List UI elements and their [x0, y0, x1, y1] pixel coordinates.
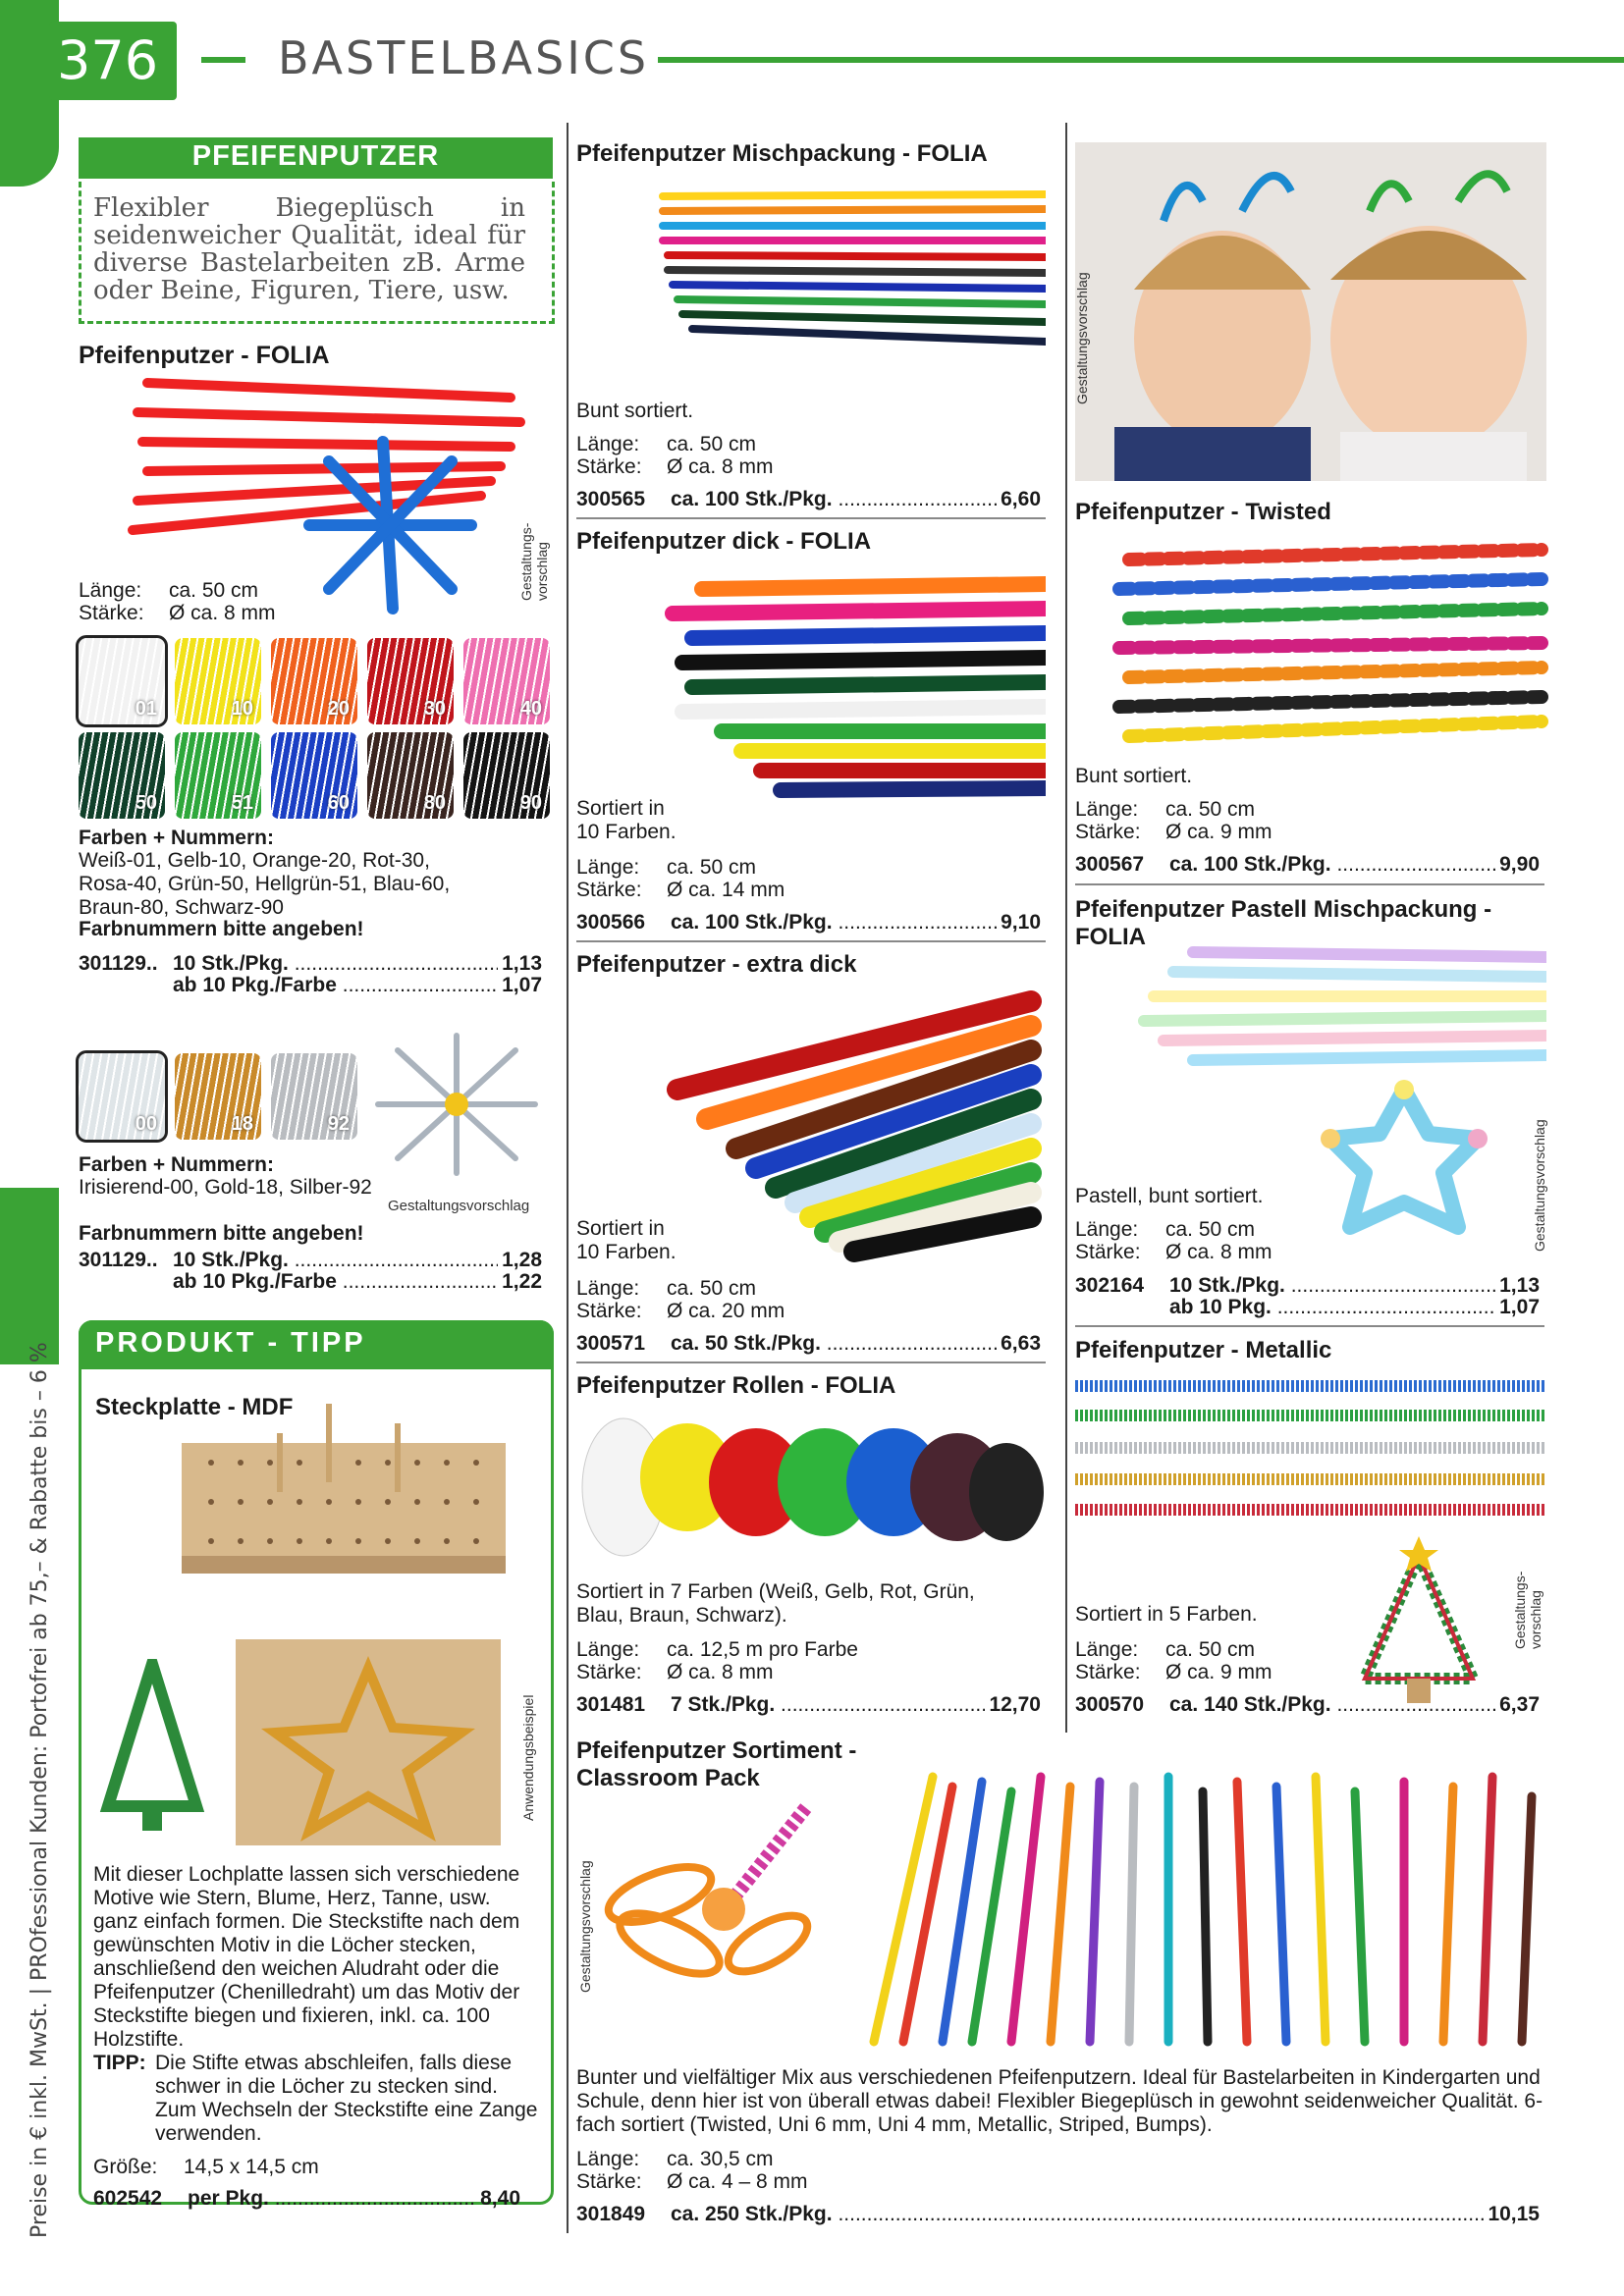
swatch-number: 51: [231, 792, 253, 814]
divider: [1075, 1325, 1544, 1327]
product-info: Sortiert in 10 Farben.: [576, 1217, 677, 1263]
product-info: Sortiert in 5 Farben.: [1075, 1603, 1258, 1626]
color-swatch: [367, 732, 454, 819]
pack-size: ca. 50 Stk./Pkg. .....: [671, 1332, 997, 1356]
thickness-row: [576, 2170, 808, 2194]
divider: [576, 1362, 1046, 1363]
thickness-value: Ø ca. 4 – 8 mm: [667, 2170, 808, 2193]
product-info: Sortiert in 10 Farben.: [576, 797, 677, 843]
product-title: Pfeifenputzer dick - FOLIA: [576, 528, 872, 555]
order-row: [576, 911, 1041, 934]
price: 1,13: [1499, 1274, 1540, 1297]
color-swatch: [175, 1053, 261, 1140]
order-row: [79, 952, 542, 976]
divider: [576, 940, 1046, 942]
article-number: 300566: [576, 911, 646, 934]
length-row: [576, 433, 756, 456]
thickness-value: Ø ca. 8 mm: [667, 455, 774, 478]
color-swatch: [79, 1053, 165, 1140]
length-value: ca. 50 cm: [1165, 1218, 1256, 1241]
length-row: [576, 2148, 774, 2171]
order-row: [1075, 853, 1540, 877]
swatch-number: 40: [519, 698, 542, 720]
order-row-bulk: [173, 1270, 542, 1294]
article-number: 301481: [576, 1693, 646, 1716]
length-label: Länge:: [576, 1277, 640, 1300]
tip-description: Mit dieser Lochplatte lassen sich verschiedene Motive wie Stern, Blume, Herz, Tanne, usw. ganz einfach formen. Die Steckstifte nach dem gewünschten Motiv in die Löcher stecken, anschließend den weichen Aludraht oder die Pfeifenputzer (Chenilledraht) um das Motiv der Steckstifte biegen und fixieren, inkl. ca. 100 Holzstifte.: [93, 1863, 520, 2051]
roll-image: [574, 1404, 1046, 1571]
color-swatch: [463, 732, 550, 819]
article-number: 602542: [93, 2187, 163, 2210]
color-swatch: [79, 638, 165, 724]
article-number: 301849: [576, 2203, 646, 2225]
thickness-label: Stärke:: [576, 1661, 642, 1683]
swatch-number: 30: [423, 698, 446, 720]
product-info: Pastell, bunt sortiert.: [1075, 1185, 1264, 1207]
length-row: [1075, 1638, 1255, 1662]
pack-size: ca. 100 Stk./Pkg. .....: [671, 911, 997, 934]
tip-product-title: Steckplatte - MDF: [95, 1394, 294, 1420]
divider: [1075, 883, 1544, 885]
pack-size: 10 Stk./Pkg. .....: [173, 952, 498, 976]
sidebar-text: Preise in € inkl. MwSt. | PROfessional Kunden: Portofrei ab 75,– & Rabatte bis – 6 %: [27, 1342, 52, 2238]
order-row-bulk: [173, 974, 542, 997]
length-value: ca. 12,5 m pro Farbe: [667, 1638, 858, 1661]
pack-size: ca. 250 Stk./Pkg. .....: [671, 2203, 1484, 2226]
thickness-label: Stärke:: [576, 879, 642, 901]
order-row: [576, 1693, 1041, 1717]
thickness-label: Stärke:: [576, 1300, 642, 1322]
swatch-number: 92: [327, 1113, 350, 1135]
order-row: [576, 1332, 1041, 1356]
thickness-row: [576, 879, 785, 902]
length-value: ca. 50 cm: [1165, 798, 1256, 821]
length-label: Länge:: [1075, 1638, 1139, 1661]
colors-heading: Farben + Nummern:: [79, 827, 274, 849]
price: 9,10: [1001, 911, 1041, 934]
pack-size: ca. 140 Stk./Pkg. .....: [1169, 1693, 1495, 1717]
tip-text: Die Stifte etwas abschleifen, falls diese schwer in die Löcher zu stecken sind. Zum Wechseln der Steckstifte eine Zange verwenden.: [155, 2052, 538, 2145]
colors-list: Irisierend-00, Gold-18, Silber-92: [79, 1176, 372, 1199]
thickness-row: [79, 602, 276, 625]
intro-text: Flexibler Biegeplüsch in seidenweicher Qualität, ideal für diverse Bastelarbeiten zB. Arme oder Beine, Figuren, Tiere, usw.: [93, 193, 525, 305]
pack-size: ab 10 Pkg./Farbe .....: [173, 1270, 498, 1294]
length-row: [79, 579, 258, 603]
price: 1,13: [502, 952, 542, 975]
thickness-label: Stärke:: [576, 2170, 642, 2193]
metallic-tree-image: [1360, 1536, 1488, 1708]
order-row: [576, 488, 1041, 511]
thickness-label: Stärke:: [1075, 1241, 1141, 1263]
pack-size: ab 10 Pkg. .....: [1169, 1296, 1495, 1319]
thickness-row: [576, 1661, 774, 1684]
pipe-cleaner-image: [653, 177, 1046, 383]
length-label: Länge:: [576, 2148, 640, 2170]
price: 1,22: [502, 1270, 542, 1293]
classroom-pack-image: [854, 1767, 1561, 2052]
thickness-row: [1075, 821, 1272, 844]
price: 12,70: [989, 1693, 1041, 1716]
photo-note: Gestaltungsvorschlag: [1074, 272, 1090, 404]
thickness-value: Ø ca. 8 mm: [1165, 1241, 1272, 1263]
tree-image: [98, 1659, 206, 1836]
product-title: Pfeifenputzer Sortiment - Classroom Pack: [576, 1737, 857, 1791]
pipe-cleaner-image: [638, 982, 1051, 1266]
page-number: 376: [57, 29, 159, 91]
color-swatch: [463, 638, 550, 724]
color-swatch: [367, 638, 454, 724]
product-info: Sortiert in 7 Farben (Weiß, Gelb, Rot, Grün, Blau, Braun, Schwarz).: [576, 1580, 975, 1627]
design-note: Gestaltungsvorschlag: [577, 1860, 593, 1993]
product-title: Pfeifenputzer Rollen - FOLIA: [576, 1372, 896, 1399]
swatch-number: 18: [231, 1113, 253, 1135]
price: 8,40: [480, 2187, 520, 2210]
thickness-label: Stärke:: [576, 455, 642, 478]
product-description: Bunter und vielfältiger Mix aus verschiedenen Pfeifenputzern. Ideal für Bastelarbeiten in Kindergarten und Schule, denn hier ist von überall etwas dabei! Flexibler Biegeplüsch in gewohnt seidenweicher Qualität. 6-fach sortiert (Twisted, Uni 6 mm, Uni 4 mm, Metallic, Striped, Bumps).: [576, 2066, 1543, 2136]
side-tab: [0, 1188, 59, 1364]
price: 9,90: [1499, 853, 1540, 876]
design-note-metallic: Gestaltungsvorschlag: [388, 1198, 530, 1214]
pastel-image: [1134, 942, 1546, 1080]
product-title: Pfeifenputzer - Twisted: [1075, 499, 1331, 525]
swatch-number: 00: [135, 1113, 157, 1135]
pegboard-image: [182, 1404, 515, 1575]
design-note: Gestaltungs-vorschlag: [1512, 1571, 1543, 1649]
length-value: ca. 30,5 cm: [667, 2148, 774, 2170]
price: 6,60: [1001, 488, 1041, 510]
colors-heading: Farben + Nummern:: [79, 1153, 274, 1176]
thickness-row: [576, 455, 774, 479]
article-number: 300570: [1075, 1693, 1145, 1716]
thickness-row: [576, 1300, 785, 1323]
order-row: [79, 1249, 542, 1272]
product-info: Bunt sortiert.: [1075, 765, 1193, 787]
price: 1,07: [502, 974, 542, 996]
length-value: ca. 50 cm: [1165, 1638, 1256, 1661]
length-row: [1075, 1218, 1255, 1242]
thickness-row: [1075, 1661, 1272, 1684]
children-photo: [1075, 142, 1546, 481]
color-number-note: Farbnummern bitte angeben!: [79, 918, 364, 940]
length-row: [576, 1277, 756, 1301]
thickness-value: Ø ca. 20 mm: [667, 1300, 785, 1322]
article-number: 300571: [576, 1332, 646, 1355]
color-swatch: [79, 732, 165, 819]
length-label: Länge:: [576, 856, 640, 879]
product-title: Pfeifenputzer - Metallic: [1075, 1337, 1332, 1363]
pipe-cleaner-image: [653, 574, 1046, 800]
pack-size: per Pkg. .....: [188, 2187, 476, 2211]
color-number-note: Farbnummern bitte angeben!: [79, 1222, 364, 1245]
product-title: Pfeifenputzer - extra dick: [576, 951, 857, 978]
length-label: Länge:: [1075, 798, 1139, 821]
swatch-number: 50: [135, 792, 157, 814]
design-note: Gestaltungs-vorschlag: [518, 522, 550, 601]
length-label: Länge:: [79, 579, 142, 602]
dragonfly-image: [601, 1796, 817, 1993]
thickness-value: Ø ca. 9 mm: [1165, 821, 1272, 843]
length-label: Länge:: [1075, 1218, 1139, 1241]
product-title: Pfeifenputzer - FOLIA: [79, 342, 330, 369]
size-row: [93, 2156, 319, 2179]
thickness-value: Ø ca. 8 mm: [169, 602, 276, 624]
size-value: 14,5 x 14,5 cm: [184, 2156, 319, 2178]
thickness-value: Ø ca. 9 mm: [1165, 1661, 1272, 1683]
thickness-value: Ø ca. 8 mm: [667, 1661, 774, 1683]
colors-list: Weiß-01, Gelb-10, Orange-20, Rot-30, Rosa-40, Grün-50, Hellgrün-51, Blau-60, Braun-80, Schwarz-90: [79, 849, 451, 919]
tip-heading: PRODUKT - TIPP: [95, 1327, 366, 1359]
article-number: 300565: [576, 488, 646, 510]
pack-size: 10 Stk./Pkg. .....: [1169, 1274, 1495, 1298]
order-row-bulk: [1169, 1296, 1540, 1319]
article-number: 302164: [1075, 1274, 1145, 1297]
swatch-number: 10: [231, 698, 253, 720]
length-row: [576, 856, 756, 880]
thickness-label: Stärke:: [1075, 1661, 1141, 1683]
pack-size: ca. 100 Stk./Pkg. .....: [671, 488, 997, 511]
price: 1,28: [502, 1249, 542, 1271]
price: 10,15: [1488, 2203, 1540, 2225]
usage-note: Anwendungsbeispiel: [520, 1694, 536, 1821]
pastel-star-image: [1321, 1080, 1488, 1247]
article-number: 300567: [1075, 853, 1145, 876]
swatch-number: 90: [519, 792, 542, 814]
pack-size: 7 Stk./Pkg. .....: [671, 1693, 985, 1717]
order-row: [1075, 1693, 1540, 1717]
color-swatch: [271, 732, 357, 819]
swatch-number: 01: [135, 698, 157, 720]
product-title: Pfeifenputzer Mischpackung - FOLIA: [576, 140, 988, 167]
price: 6,63: [1001, 1332, 1041, 1355]
article-number: 301129..: [79, 952, 158, 975]
swatch-number: 20: [327, 698, 350, 720]
price: 1,07: [1499, 1296, 1540, 1318]
twisted-image: [1110, 540, 1571, 746]
length-value: ca. 50 cm: [667, 1277, 757, 1300]
order-row: [576, 2203, 1540, 2226]
length-value: ca. 50 cm: [667, 433, 757, 455]
category-title: PFEIFENPUTZER: [191, 140, 440, 172]
tip-label: TIPP:: [93, 2052, 146, 2074]
length-row: [1075, 798, 1255, 822]
length-label: Länge:: [576, 433, 640, 455]
article-number: 301129..: [79, 1249, 158, 1271]
order-row: [1075, 1274, 1540, 1298]
price: 6,37: [1499, 1693, 1540, 1716]
product-title: Pfeifenputzer Pastell Mischpackung - FOLIA: [1075, 896, 1492, 950]
column-divider-right: [1065, 123, 1067, 1733]
column-divider-left: [567, 123, 568, 2233]
color-swatch: [271, 1053, 357, 1140]
size-label: Größe:: [93, 2156, 158, 2178]
thickness-label: Stärke:: [1075, 821, 1141, 843]
color-swatch: [175, 732, 261, 819]
pack-size: ca. 100 Stk./Pkg. .....: [1169, 853, 1495, 877]
pack-size: ab 10 Pkg./Farbe .....: [173, 974, 498, 997]
divider: [576, 517, 1046, 519]
color-swatch: [175, 638, 261, 724]
length-label: Länge:: [576, 1638, 640, 1661]
pack-size: 10 Stk./Pkg. .....: [173, 1249, 498, 1272]
color-swatch: [271, 638, 357, 724]
metallic-image: [1075, 1374, 1546, 1522]
header-dash: [201, 57, 245, 63]
thickness-value: Ø ca. 14 mm: [667, 879, 785, 901]
length-value: ca. 50 cm: [169, 579, 259, 602]
product-info: Bunt sortiert.: [576, 400, 694, 422]
swatch-number: 80: [423, 792, 446, 814]
thickness-row: [1075, 1241, 1272, 1264]
pegboard-example-image: [236, 1639, 511, 1845]
header-line: [658, 57, 1624, 63]
thickness-label: Stärke:: [79, 602, 144, 624]
design-note: Gestaltungsvorschlag: [1532, 1119, 1547, 1252]
length-row: [576, 1638, 858, 1662]
star-image: [373, 1031, 540, 1178]
order-row: [93, 2187, 520, 2211]
swatch-number: 60: [327, 792, 350, 814]
section-title: BASTELBASICS: [278, 31, 650, 84]
length-value: ca. 50 cm: [667, 856, 757, 879]
